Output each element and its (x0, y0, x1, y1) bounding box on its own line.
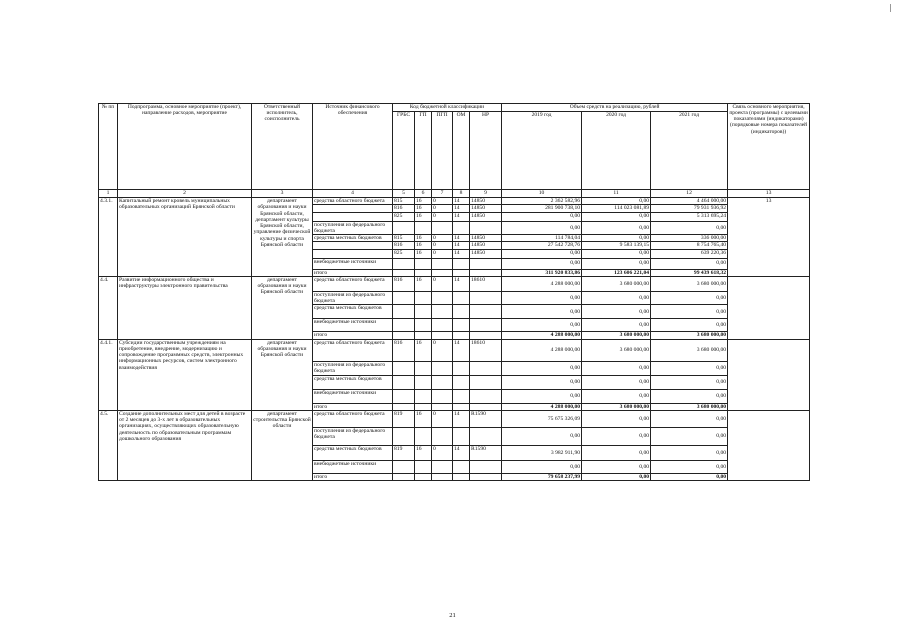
code-grbs (393, 258, 415, 269)
code-gp: 16 (415, 242, 432, 249)
amount-y3: 79 931 936,92 (651, 205, 728, 212)
code-grbs: 816 (393, 339, 415, 361)
indicator-link (728, 339, 810, 410)
code-np (470, 305, 502, 319)
code-gp (415, 460, 432, 473)
header-year-2021: 2021 год (651, 112, 728, 190)
code-np: 14850 (470, 212, 502, 221)
code-gp: 16 (415, 235, 432, 242)
page-number: 21 (449, 612, 456, 619)
code-pgp: 0 (432, 212, 453, 221)
code-grbs: 816 (393, 242, 415, 249)
code-empty (453, 269, 470, 276)
executor: департамент образования и науки Брянской области (252, 276, 313, 339)
colnum: 3 (252, 190, 313, 198)
code-grbs: 825 (393, 249, 415, 258)
code-pgp: 0 (432, 235, 453, 242)
amount-y2: 0,00 (582, 427, 651, 445)
code-np: 14850 (470, 205, 502, 212)
colnum: 9 (470, 190, 502, 198)
colnum: 4 (313, 190, 393, 198)
code-pgp (432, 258, 453, 269)
code-grbs: 819 (393, 410, 415, 427)
code-om: 14 (453, 276, 470, 291)
funding-source: поступления из федерального бюджета (313, 427, 393, 445)
code-pgp: 0 (432, 410, 453, 427)
code-om: 14 (453, 249, 470, 258)
header-year-2020: 2020 год (582, 112, 651, 190)
code-om: 14 (453, 205, 470, 212)
code-np (470, 291, 502, 305)
total-y2: 3 680 000,00 (582, 403, 651, 410)
code-np (470, 427, 502, 445)
funding-source: средства областного бюджета (313, 198, 393, 205)
code-grbs (393, 460, 415, 473)
header-gp: ГП (415, 112, 432, 190)
indicator-link: 13 (728, 198, 810, 277)
amount-y2: 9 583 139,15 (582, 242, 651, 249)
amount-y2: 0,00 (582, 198, 651, 205)
colnum: 5 (393, 190, 415, 198)
amount-y3: 8 754 765,40 (651, 242, 728, 249)
code-empty (470, 269, 502, 276)
amount-y2: 0,00 (582, 258, 651, 269)
colnum: 13 (728, 190, 810, 198)
column-number-row (99, 190, 810, 198)
amount-y1: 0,00 (502, 319, 582, 332)
amount-y3: 0,00 (651, 258, 728, 269)
code-om (453, 361, 470, 375)
amount-y3: 0,00 (651, 427, 728, 445)
indicator-link (728, 276, 810, 339)
code-empty (470, 332, 502, 339)
code-gp: 16 (415, 276, 432, 291)
code-pgp: 0 (432, 198, 453, 205)
header-year-2019: 2019 год (502, 112, 582, 190)
code-empty (415, 332, 432, 339)
program-name: Субсидии государственным учреждениям на приобретение, внедрение, модернизацию и сопровождение программных средств, электронных информационных ресурсов, систем электронного взаимодействия (118, 339, 252, 410)
code-empty (453, 403, 470, 410)
code-om: 14 (453, 212, 470, 221)
amount-y2: 0,00 (582, 221, 651, 235)
table-row (99, 198, 810, 205)
code-pgp (432, 305, 453, 319)
amount-y3: 0,00 (651, 375, 728, 389)
total-y3: 0,00 (651, 473, 728, 480)
code-om (453, 375, 470, 389)
funding-source: средства местных бюджетов (313, 305, 393, 319)
code-om: 14 (453, 339, 470, 361)
code-empty (470, 403, 502, 410)
code-om (453, 221, 470, 235)
amount-y1: 0,00 (502, 258, 582, 269)
amount-y2: 0,00 (582, 291, 651, 305)
code-grbs (393, 427, 415, 445)
header-num: № пп (99, 104, 118, 190)
header-link: Связь основного мероприятия, проекта (программы) с целевыми показателями (индикаторами) (порядковые номера показателей (индикаторов)) (728, 104, 810, 190)
program-name: Капитальный ремонт кровель муниципальных образовательных организаций Брянской области (118, 198, 252, 277)
amount-y3: 0,00 (651, 291, 728, 305)
code-om (453, 319, 470, 332)
amount-y2: 0,00 (582, 389, 651, 403)
code-om: 14 (453, 445, 470, 460)
code-np: 18610 (470, 339, 502, 361)
header-budget-code: Код бюджетной классификации (393, 104, 502, 112)
code-grbs (393, 389, 415, 403)
amount-y1: 281 900 738,10 (502, 205, 582, 212)
row-number: 4.4.1. (99, 339, 118, 410)
code-gp: 16 (415, 410, 432, 427)
amount-y1: 27 542 728,76 (502, 242, 582, 249)
total-y1: 4 288 000,00 (502, 332, 582, 339)
code-om (453, 305, 470, 319)
header-volume: Объем средств на реализацию, рублей (502, 104, 728, 112)
code-grbs: 815 (393, 235, 415, 242)
header-grbs: ГРБС (393, 112, 415, 190)
code-np (470, 460, 502, 473)
amount-y1: 2 362 582,96 (502, 198, 582, 205)
code-gp (415, 291, 432, 305)
code-pgp (432, 427, 453, 445)
amount-y1: 0,00 (502, 361, 582, 375)
amount-y1: 75 675 326,09 (502, 410, 582, 427)
code-np (470, 389, 502, 403)
code-np (470, 361, 502, 375)
code-om (453, 258, 470, 269)
total-y3: 3 680 000,00 (651, 403, 728, 410)
code-gp: 16 (415, 198, 432, 205)
code-gp (415, 319, 432, 332)
code-grbs: 816 (393, 205, 415, 212)
colnum: 10 (502, 190, 582, 198)
amount-y1: 0,00 (502, 427, 582, 445)
code-gp (415, 389, 432, 403)
code-gp (415, 221, 432, 235)
amount-y3: 0,00 (651, 445, 728, 460)
total-y1: 79 658 237,99 (502, 473, 582, 480)
amount-y2: 3 680 000,00 (582, 339, 651, 361)
code-grbs: 816 (393, 276, 415, 291)
funding-source: поступления из федерального бюджета (313, 221, 393, 235)
code-gp (415, 375, 432, 389)
code-np: 14850 (470, 235, 502, 242)
table-row (99, 276, 810, 291)
funding-source (313, 205, 393, 212)
code-om: 14 (453, 235, 470, 242)
code-grbs: 825 (393, 212, 415, 221)
edge-mark (890, 4, 891, 12)
code-pgp (432, 361, 453, 375)
code-np (470, 221, 502, 235)
amount-y2: 0,00 (582, 361, 651, 375)
header-source: Источник финансового обеспечения (313, 104, 393, 190)
amount-y1: 3 982 911,90 (502, 445, 582, 460)
table-body (99, 198, 810, 481)
code-empty (432, 332, 453, 339)
code-om (453, 291, 470, 305)
amount-y3: 0,00 (651, 361, 728, 375)
total-label: итого (313, 332, 393, 339)
code-empty (415, 269, 432, 276)
code-pgp: 0 (432, 205, 453, 212)
header-om: ОМ (453, 112, 470, 190)
total-y1: 311 920 833,86 (502, 269, 582, 276)
colnum: 6 (415, 190, 432, 198)
funding-source: средства местных бюджетов (313, 445, 393, 460)
code-empty (415, 403, 432, 410)
code-gp (415, 258, 432, 269)
code-grbs (393, 319, 415, 332)
amount-y1: 114 784,04 (502, 235, 582, 242)
amount-y3: 0,00 (651, 221, 728, 235)
code-gp (415, 305, 432, 319)
row-number: 4.5. (99, 410, 118, 480)
funding-source: средства местных бюджетов (313, 375, 393, 389)
code-np: 14850 (470, 249, 502, 258)
row-number: 4.3.1. (99, 198, 118, 277)
code-np: R1590 (470, 410, 502, 427)
header-program: Подпрограмма, основное мероприятие (проект), направление расходов, мероприятие (118, 104, 252, 190)
header-pgp: ПГП (432, 112, 453, 190)
total-y2: 0,00 (582, 473, 651, 480)
amount-y2: 114 023 081,89 (582, 205, 651, 212)
amount-y2: 0,00 (582, 212, 651, 221)
code-np (470, 375, 502, 389)
code-gp: 16 (415, 339, 432, 361)
funding-source: внебюджетные источники (313, 460, 393, 473)
code-empty (393, 403, 415, 410)
program-name: Создание дополнительных мест для детей в возрасте от 2 месяцев до 3-х лет в образовательных организациях, осуществляющих образовательную деятельность по образовательным программам дошкольного образования (118, 410, 252, 480)
total-y3: 3 680 000,00 (651, 332, 728, 339)
amount-y1: 0,00 (502, 389, 582, 403)
amount-y3: 0,00 (651, 410, 728, 427)
table-row (99, 339, 810, 361)
amount-y1: 4 288 000,00 (502, 276, 582, 291)
code-grbs: 815 (393, 198, 415, 205)
program-name: Развитие информационного общества и инфраструктуры электронного правительства (118, 276, 252, 339)
amount-y1: 0,00 (502, 460, 582, 473)
code-empty (432, 473, 453, 480)
code-om (453, 460, 470, 473)
funding-source (313, 249, 393, 258)
code-np: 14850 (470, 242, 502, 249)
code-grbs (393, 291, 415, 305)
amount-y3: 5 313 695,24 (651, 212, 728, 221)
code-grbs (393, 221, 415, 235)
header-executor: Ответственный исполнитель, соисполнитель (252, 104, 313, 190)
amount-y3: 0,00 (651, 389, 728, 403)
code-gp (415, 427, 432, 445)
code-om: 14 (453, 410, 470, 427)
code-pgp (432, 375, 453, 389)
funding-source: внебюджетные источники (313, 319, 393, 332)
code-pgp: 0 (432, 276, 453, 291)
amount-y2: 0,00 (582, 410, 651, 427)
code-empty (432, 269, 453, 276)
code-pgp: 0 (432, 339, 453, 361)
colnum: 8 (453, 190, 470, 198)
funding-source: поступления из федерального бюджета (313, 291, 393, 305)
code-empty (453, 332, 470, 339)
amount-y2: 0,00 (582, 375, 651, 389)
code-pgp (432, 389, 453, 403)
amount-y3: 0,00 (651, 319, 728, 332)
total-y3: 99 439 618,32 (651, 269, 728, 276)
code-pgp: 0 (432, 242, 453, 249)
funding-source: средства местных бюджетов (313, 235, 393, 242)
code-np: 18610 (470, 276, 502, 291)
code-pgp (432, 291, 453, 305)
total-y1: 4 288 000,00 (502, 403, 582, 410)
amount-y1: 0,00 (502, 212, 582, 221)
amount-y3: 0,00 (651, 305, 728, 319)
amount-y3: 336 000,00 (651, 235, 728, 242)
table-header (99, 104, 810, 198)
code-om: 14 (453, 198, 470, 205)
amount-y2: 0,00 (582, 445, 651, 460)
code-grbs: 819 (393, 445, 415, 460)
amount-y2: 0,00 (582, 235, 651, 242)
total-y2: 3 680 000,00 (582, 332, 651, 339)
code-np: 14850 (470, 198, 502, 205)
code-empty (432, 403, 453, 410)
code-pgp: 0 (432, 249, 453, 258)
executor: департамент образования и науки Брянской области (252, 339, 313, 410)
code-grbs (393, 305, 415, 319)
code-empty (393, 473, 415, 480)
amount-y2: 3 680 000,00 (582, 276, 651, 291)
funding-source: поступления из федерального бюджета (313, 361, 393, 375)
colnum: 12 (651, 190, 728, 198)
code-pgp (432, 221, 453, 235)
code-empty (393, 269, 415, 276)
amount-y1: 0,00 (502, 249, 582, 258)
code-empty (453, 473, 470, 480)
indicator-link (728, 410, 810, 480)
code-empty (470, 473, 502, 480)
amount-y3: 3 680 000,00 (651, 276, 728, 291)
code-gp: 16 (415, 249, 432, 258)
code-pgp: 0 (432, 445, 453, 460)
executor: департамент образования и науки Брянской области, департамент культуры Брянской области, управление физической культуры и спорта Брянской области (252, 198, 313, 277)
amount-y3: 3 680 000,00 (651, 339, 728, 361)
funding-source: средства областного бюджета (313, 276, 393, 291)
code-om: 14 (453, 242, 470, 249)
amount-y1: 0,00 (502, 375, 582, 389)
total-label: итого (313, 269, 393, 276)
code-om (453, 427, 470, 445)
code-np (470, 258, 502, 269)
amount-y3: 0,00 (651, 460, 728, 473)
code-gp (415, 361, 432, 375)
code-gp: 16 (415, 212, 432, 221)
code-empty (415, 473, 432, 480)
code-grbs (393, 375, 415, 389)
amount-y1: 0,00 (502, 305, 582, 319)
code-grbs (393, 361, 415, 375)
funding-source: внебюджетные источники (313, 389, 393, 403)
amount-y1: 0,00 (502, 291, 582, 305)
row-number: 4.4. (99, 276, 118, 339)
code-pgp (432, 319, 453, 332)
amount-y1: 0,00 (502, 221, 582, 235)
code-om (453, 389, 470, 403)
funding-source: средства областного бюджета (313, 339, 393, 361)
amount-y3: 639 220,36 (651, 249, 728, 258)
code-empty (393, 332, 415, 339)
amount-y2: 0,00 (582, 460, 651, 473)
amount-y2: 0,00 (582, 249, 651, 258)
total-y2: 123 606 221,04 (582, 269, 651, 276)
colnum: 2 (118, 190, 252, 198)
budget-table (98, 103, 810, 481)
code-np (470, 319, 502, 332)
code-np: R1590 (470, 445, 502, 460)
total-label: итого (313, 403, 393, 410)
funding-source (313, 242, 393, 249)
code-gp: 16 (415, 205, 432, 212)
funding-source (313, 212, 393, 221)
header-np: НР (470, 112, 502, 190)
funding-source: средства областного бюджета (313, 410, 393, 427)
funding-source: внебюджетные источники (313, 258, 393, 269)
executor: департамент строительства Брянской области (252, 410, 313, 480)
amount-y2: 0,00 (582, 305, 651, 319)
table-row (99, 410, 810, 427)
amount-y2: 0,00 (582, 319, 651, 332)
total-label: итого (313, 473, 393, 480)
colnum: 11 (582, 190, 651, 198)
code-gp: 16 (415, 445, 432, 460)
code-pgp (432, 460, 453, 473)
amount-y1: 4 288 000,00 (502, 339, 582, 361)
colnum: 1 (99, 190, 118, 198)
colnum: 7 (432, 190, 453, 198)
amount-y3: 4 464 000,00 (651, 198, 728, 205)
